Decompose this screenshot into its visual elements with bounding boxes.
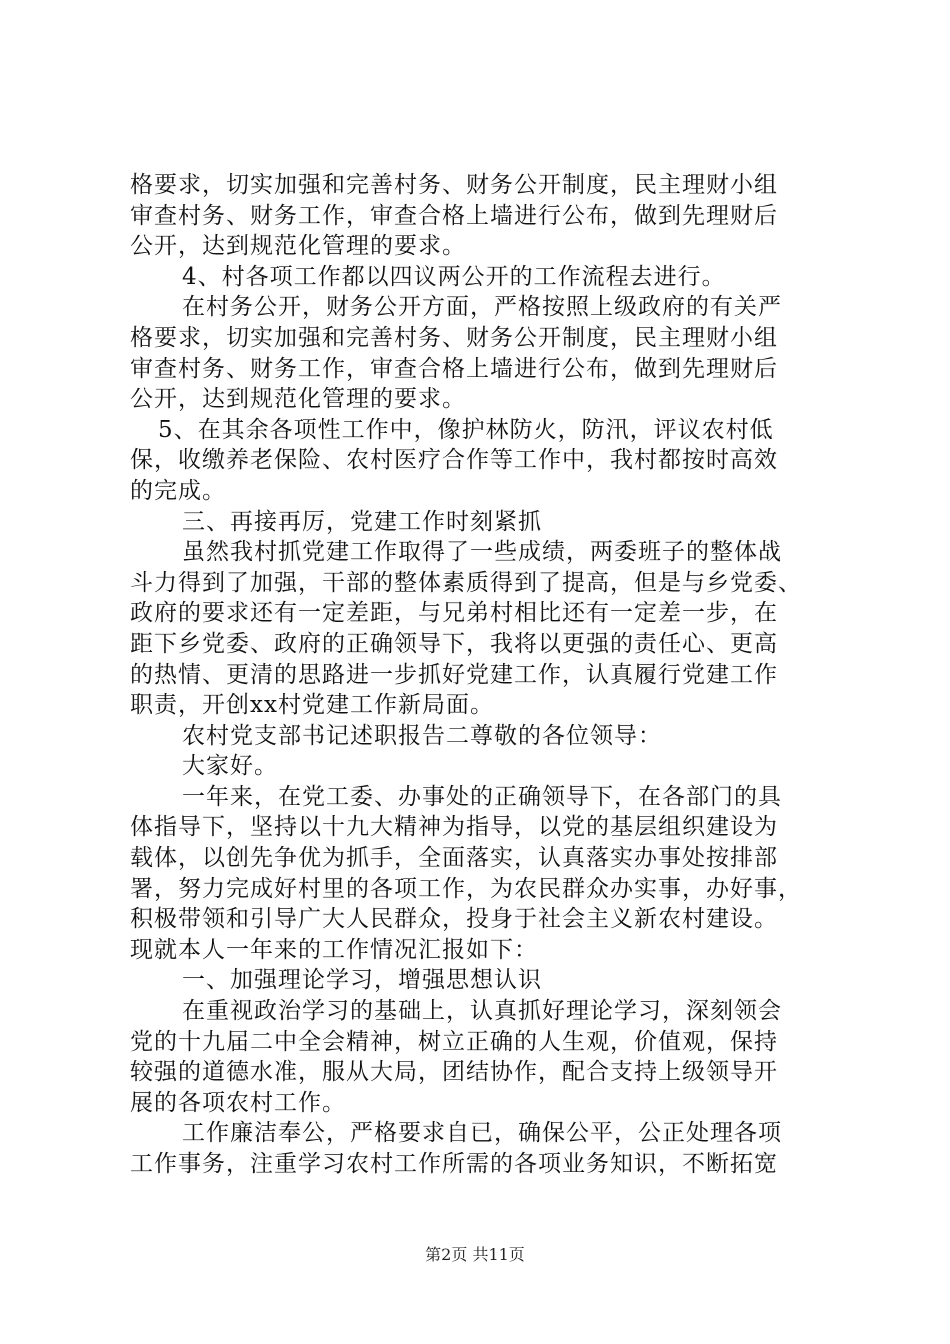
text-line: 职责，开创xx村党建工作新局面。 — [130, 692, 494, 719]
text-line: 保，收缴养老保险、农村医疗合作等工作中，我村都按时高效 — [130, 447, 778, 474]
page-number-footer: 第2页 共11页 — [425, 1245, 525, 1264]
list-item: 5、在其余各项性工作中，像护林防火，防汛，评议农村低 — [158, 416, 774, 443]
paragraph-start: 一年来，在党工委、办事处的正确领导下，在各部门的具 — [182, 783, 782, 810]
paragraph-start: 在重视政治学习的基础上，认真抓好理论学习，深刻领会 — [182, 998, 782, 1025]
text-line: 格要求，切实加强和完善村务、财务公开制度，民主理财小组 — [130, 172, 778, 198]
list-item: 4、村各项工作都以四议两公开的工作流程去进行。 — [182, 263, 726, 290]
text-line: 展的各项农村工作。 — [130, 1089, 346, 1116]
text-line: 斗力得到了加强，干部的整体素质得到了提高，但是与乡党委、 — [130, 569, 802, 596]
text-line: 政府的要求还有一定差距，与兄弟村相比还有一定差一步，在 — [130, 600, 778, 627]
text-line: 署，努力完成好村里的各项工作，为农民群众办实事，办好事， — [130, 875, 802, 902]
section-heading: 三、再接再厉，党建工作时刻紧抓 — [182, 508, 542, 535]
text-line: 格要求，切实加强和完善村务、财务公开制度，民主理财小组 — [130, 324, 778, 351]
text-line: 较强的道德水准，服从大局，团结协作，配合支持上级领导开 — [130, 1059, 778, 1086]
text-line: 距下乡党委、政府的正确领导下，我将以更强的责任心、更高 — [130, 630, 778, 657]
greeting: 大家好。 — [182, 753, 278, 780]
text-line: 载体，以创先争优为抓手，全面落实，认真落实办事处按排部 — [130, 845, 778, 872]
text-line: 的热情、更清的思路进一步抓好党建工作，认真履行党建工作 — [130, 661, 778, 688]
text-line: 工作事务，注重学习农村工作所需的各项业务知识，不断拓宽 — [130, 1151, 778, 1177]
text-line: 体指导下，坚持以十九大精神为指导，以党的基层组织建设为 — [130, 814, 778, 841]
text-line: 审查村务、财务工作，审查合格上墙进行公布，做到先理财后 — [130, 355, 778, 382]
text-line: 党的十九届二中全会精神，树立正确的人生观，价值观，保持 — [130, 1028, 778, 1055]
text-line: 现就本人一年来的工作情况汇报如下： — [130, 936, 538, 963]
text-line: 公开，达到规范化管理的要求。 — [130, 233, 466, 260]
section-heading: 一、加强理论学习，增强思想认识 — [182, 967, 542, 994]
text-line: 积极带领和引导广大人民群众，投身于社会主义新农村建设。 — [130, 906, 778, 933]
paragraph-start: 工作廉洁奉公，严格要求自已，确保公平，公正处理各项 — [182, 1120, 782, 1147]
document-body — [130, 170, 830, 1180]
paragraph-start: 虽然我村抓党建工作取得了一些成绩，两委班子的整体战 — [182, 539, 782, 566]
text-line: 审查村务、财务工作，审查合格上墙进行公布，做到先理财后 — [130, 202, 778, 229]
paragraph-start: 在村务公开，财务公开方面，严格按照上级政府的有关严 — [182, 294, 782, 321]
text-line: 公开，达到规范化管理的要求。 — [130, 386, 466, 413]
text-line: 的完成。 — [130, 477, 226, 504]
report-title: 农村党支部书记述职报告二尊敬的各位领导： — [182, 722, 662, 749]
